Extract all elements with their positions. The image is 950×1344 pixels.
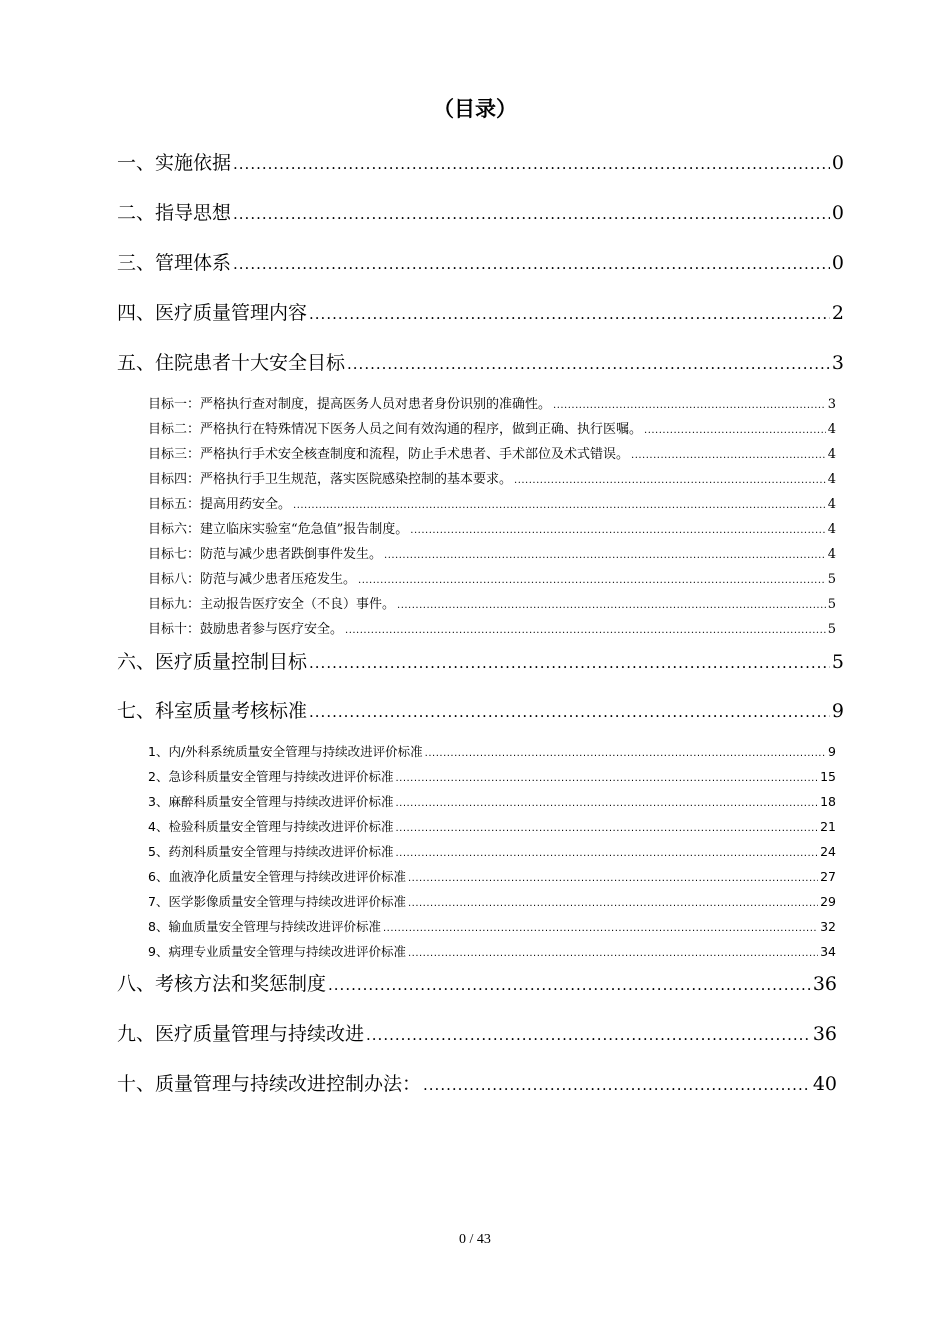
toc-leader-dots bbox=[309, 651, 830, 673]
toc-title: （目录） bbox=[433, 97, 517, 121]
toc-entry-2[interactable] bbox=[117, 198, 844, 225]
toc-page-number: 36 bbox=[812, 1023, 837, 1045]
toc-page-number: 24 bbox=[820, 844, 836, 859]
toc-goal-10[interactable] bbox=[148, 618, 836, 637]
toc-entry-1[interactable] bbox=[117, 148, 844, 175]
toc-goal-label: 目标五：提高用药安全。 bbox=[148, 497, 292, 512]
toc-goal-2[interactable] bbox=[148, 418, 836, 437]
toc-entry-label: 八、考核方法和奖惩制度 bbox=[117, 973, 327, 995]
toc-leader-dots bbox=[553, 397, 826, 412]
toc-goal-8[interactable] bbox=[148, 568, 836, 587]
toc-goal-label: 目标九：主动报告医疗安全（不良）事件。 bbox=[148, 597, 396, 612]
toc-page-number: 3 bbox=[827, 397, 836, 412]
toc-standard-5[interactable] bbox=[148, 842, 836, 860]
toc-standard-label: 2、急诊科质量安全管理与持续改进评价标准 bbox=[148, 769, 394, 784]
toc-page-number: 27 bbox=[820, 869, 836, 884]
toc-page-number: 5 bbox=[831, 651, 844, 673]
toc-goal-label: 目标四：严格执行手卫生规范，落实医院感染控制的基本要求。 bbox=[148, 472, 513, 487]
toc-entry-6[interactable] bbox=[117, 647, 844, 674]
toc-leader-dots bbox=[309, 700, 830, 722]
toc-page-number: 18 bbox=[820, 794, 836, 809]
toc-standard-label: 9、病理专业质量安全管理与持续改进评价标准 bbox=[148, 944, 406, 959]
toc-standard-label: 3、麻醉科质量安全管理与持续改进评价标准 bbox=[148, 794, 394, 809]
toc-page-number: 4 bbox=[827, 522, 836, 537]
toc-page-number: 15 bbox=[820, 769, 836, 784]
toc-leader-dots bbox=[345, 622, 826, 637]
toc-leader-dots bbox=[293, 497, 826, 512]
toc-leader-dots bbox=[395, 844, 818, 859]
toc-leader-dots bbox=[309, 302, 830, 324]
toc-entry-label: 六、医疗质量控制目标 bbox=[117, 651, 308, 673]
toc-standard-6[interactable] bbox=[148, 867, 836, 885]
toc-standard-label: 4、检验科质量安全管理与持续改进评价标准 bbox=[148, 819, 394, 834]
toc-entry-8[interactable] bbox=[117, 969, 837, 996]
toc-leader-dots bbox=[514, 472, 826, 487]
toc-goal-label: 目标六：建立临床实验室“危急值”报告制度。 bbox=[148, 522, 409, 537]
toc-standard-2[interactable] bbox=[148, 767, 836, 785]
toc-goal-label: 目标八：防范与减少患者压疮发生。 bbox=[148, 572, 357, 587]
toc-leader-dots bbox=[347, 352, 830, 374]
toc-standard-label: 5、药剂科质量安全管理与持续改进评价标准 bbox=[148, 844, 394, 859]
toc-entry-4[interactable] bbox=[117, 298, 844, 325]
toc-leader-dots bbox=[358, 572, 826, 587]
toc-entry-5[interactable] bbox=[117, 348, 844, 375]
toc-leader-dots bbox=[408, 894, 818, 909]
toc-standard-label: 1、内/外科系统质量安全管理与持续改进评价标准 bbox=[148, 744, 423, 759]
toc-entry-label: 七、科室质量考核标准 bbox=[117, 700, 308, 722]
toc-entry-10[interactable] bbox=[117, 1069, 837, 1096]
toc-entry-9[interactable] bbox=[117, 1019, 837, 1046]
toc-leader-dots bbox=[395, 794, 818, 809]
toc-goal-3[interactable] bbox=[148, 443, 836, 462]
toc-standard-8[interactable] bbox=[148, 917, 836, 935]
toc-leader-dots bbox=[425, 744, 826, 759]
toc-goal-4[interactable] bbox=[148, 468, 836, 487]
toc-page-number: 4 bbox=[827, 497, 836, 512]
toc-entry-label: 五、住院患者十大安全目标 bbox=[117, 352, 346, 374]
toc-goal-9[interactable] bbox=[148, 593, 836, 612]
toc-page-number: 0 bbox=[831, 202, 844, 224]
toc-leader-dots bbox=[328, 973, 811, 995]
toc-goal-label: 目标三：严格执行手术安全核查制度和流程，防止手术患者、手术部位及术式错误。 bbox=[148, 447, 630, 462]
toc-entry-3[interactable] bbox=[117, 248, 844, 275]
toc-page-number: 29 bbox=[820, 894, 836, 909]
toc-leader-dots bbox=[233, 202, 830, 224]
toc-leader-dots bbox=[631, 447, 826, 462]
toc-page-number: 2 bbox=[831, 302, 844, 324]
toc-standard-label: 8、输血质量安全管理与持续改进评价标准 bbox=[148, 919, 381, 934]
toc-page-number: 4 bbox=[827, 447, 836, 462]
toc-page-number: 9 bbox=[828, 744, 836, 759]
toc-leader-dots bbox=[384, 547, 826, 562]
toc-leader-dots bbox=[233, 252, 830, 274]
toc-goal-7[interactable] bbox=[148, 543, 836, 562]
toc-goal-5[interactable] bbox=[148, 493, 836, 512]
toc-leader-dots bbox=[408, 869, 818, 884]
toc-page-number: 9 bbox=[831, 700, 844, 722]
toc-page-number: 5 bbox=[827, 622, 836, 637]
toc-page-number: 5 bbox=[827, 597, 836, 612]
toc-entry-label: 三、管理体系 bbox=[117, 252, 232, 274]
toc-leader-dots bbox=[397, 597, 826, 612]
toc-standard-3[interactable] bbox=[148, 792, 836, 810]
toc-entry-label: 一、实施依据 bbox=[117, 152, 232, 174]
toc-standard-1[interactable] bbox=[148, 742, 836, 760]
toc-page-number: 4 bbox=[827, 472, 836, 487]
toc-goal-1[interactable] bbox=[148, 393, 836, 412]
toc-page-number: 34 bbox=[820, 944, 836, 959]
toc-page-number: 32 bbox=[820, 919, 836, 934]
toc-page-number: 21 bbox=[820, 819, 836, 834]
toc-standard-label: 7、医学影像质量安全管理与持续改进评价标准 bbox=[148, 894, 406, 909]
toc-page-number: 3 bbox=[831, 352, 844, 374]
toc-leader-dots bbox=[233, 152, 830, 174]
toc-page-number: 4 bbox=[827, 547, 836, 562]
toc-entry-label: 二、指导思想 bbox=[117, 202, 232, 224]
toc-entry-label: 四、医疗质量管理内容 bbox=[117, 302, 308, 324]
toc-goal-6[interactable] bbox=[148, 518, 836, 537]
toc-page-number: 4 bbox=[827, 422, 836, 437]
toc-standard-label: 6、血液净化质量安全管理与持续改进评价标准 bbox=[148, 869, 406, 884]
toc-leader-dots bbox=[366, 1023, 811, 1045]
toc-leader-dots bbox=[383, 919, 818, 934]
toc-leader-dots bbox=[410, 522, 825, 537]
toc-goal-label: 目标十：鼓励患者参与医疗安全。 bbox=[148, 622, 344, 637]
toc-goal-label: 目标七：防范与减少患者跌倒事件发生。 bbox=[148, 547, 383, 562]
toc-leader-dots bbox=[644, 422, 826, 437]
toc-page-number: 5 bbox=[827, 572, 836, 587]
toc-leader-dots bbox=[395, 819, 818, 834]
toc-standard-9[interactable] bbox=[148, 942, 836, 960]
toc-goal-label: 目标一：严格执行查对制度，提高医务人员对患者身份识别的准确性。 bbox=[148, 397, 552, 412]
toc-entry-7[interactable] bbox=[117, 696, 844, 723]
toc-page-number: 0 bbox=[831, 152, 844, 174]
toc-goal-label: 目标二：严格执行在特殊情况下医务人员之间有效沟通的程序，做到正确、执行医嘱。 bbox=[148, 422, 643, 437]
toc-leader-dots bbox=[395, 769, 818, 784]
toc-entry-label: 十、质量管理与持续改进控制办法： bbox=[117, 1073, 422, 1095]
page-indicator: 0 / 43 bbox=[459, 1232, 491, 1247]
toc-standard-4[interactable] bbox=[148, 817, 836, 835]
toc-page-number: 0 bbox=[831, 252, 844, 274]
toc-leader-dots bbox=[408, 944, 818, 959]
toc-leader-dots bbox=[423, 1073, 811, 1095]
toc-page-number: 36 bbox=[812, 973, 837, 995]
toc-page-number: 40 bbox=[812, 1073, 837, 1095]
toc-standard-7[interactable] bbox=[148, 892, 836, 910]
toc-entry-label: 九、医疗质量管理与持续改进 bbox=[117, 1023, 365, 1045]
